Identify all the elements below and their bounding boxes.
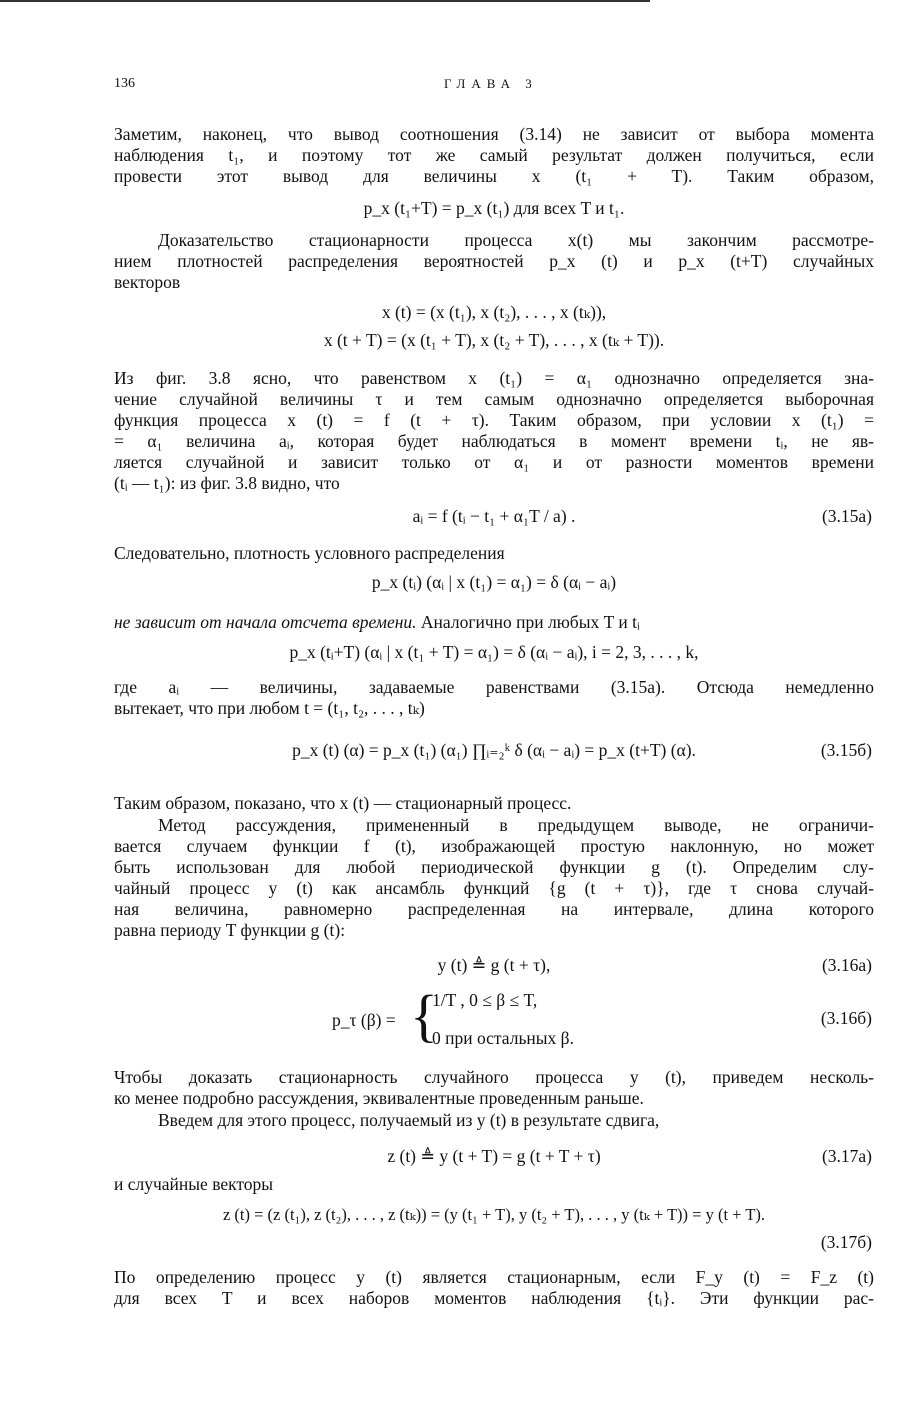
paragraph-8 [114, 815, 874, 941]
text-line: равна периоду T функции g (t): [114, 920, 346, 940]
paragraph-2 [114, 230, 874, 293]
top-rule [0, 0, 650, 2]
equation-number: (3.17б) [820, 1232, 872, 1252]
equation-body: aᵢ = f (tᵢ − t₁ + α₁T / a) . [412, 506, 576, 526]
chapter-title: ГЛАВА 3 [444, 76, 538, 91]
text-line: провести этот вывод для величины x (t₁ + T). Таким образом, [114, 166, 874, 186]
paragraph-7 [114, 793, 874, 814]
equation-number: (3.17а) [821, 1146, 872, 1166]
text-line [114, 612, 874, 633]
text-line: (tᵢ — t₁): из фиг. 3.8 видно, что [114, 473, 340, 493]
text-line: Таким образом, показано, что x (t) — стационарный процесс. [114, 793, 572, 813]
text-line: Из фиг. 3.8 ясно, что равенством x (t₁) = α₁ однозначно определяется зна- [114, 368, 874, 388]
text-line: наблюдения t₁, и поэтому тот же самый результат должен получиться, если [114, 145, 874, 165]
paragraph-11 [114, 1174, 874, 1195]
text-line: функция процесса x (t) = f (t + τ). Таким образом, при условии x (t₁) = [114, 410, 874, 430]
page-number: 136 [114, 76, 135, 91]
equation-body: p_x (t) (α) = p_x (t₁) (α₁) ∏ᵢ₌₂ᵏ δ (αᵢ − aᵢ) = p_x (t+T) (α). [292, 740, 696, 760]
text-line: нием плотностей распределения вероятностей p_x (t) и p_x (t+T) случайных [114, 251, 874, 271]
text-line: чение случайной величины τ и тем самым однозначно определяется выборочная [114, 389, 874, 409]
text-line: По определению процесс y (t) является стационарным, если F_y (t) = F_z (t) [114, 1267, 874, 1287]
running-header [114, 76, 870, 98]
equation-3-17b [114, 1203, 874, 1227]
text-line: ляется случайной и зависит только от α₁ и от разности моментов времени [114, 452, 874, 472]
equation-body: y (t) ≜ g (t + τ), [437, 955, 551, 975]
equation-3-17b-number-row [114, 1230, 874, 1254]
brace-icon: { [410, 983, 438, 1048]
text-line: где aᵢ — величины, задаваемые равенствами (3.15а). Отсюда немедленно [114, 677, 874, 697]
case-line: 1/T , 0 ≤ β ≤ T, [432, 990, 538, 1010]
paragraph-3 [114, 368, 874, 494]
paragraph-10 [114, 1110, 874, 1131]
equation-body: x (t + T) = (x (t₁ + T), x (t₂ + T), . . . , x (tₖ + T)). [323, 330, 665, 350]
equation-body: z (t) ≜ y (t + T) = g (t + T + τ) [387, 1146, 601, 1166]
text-line: для всех T и всех наборов моментов наблюдения {tᵢ}. Эти функции рас- [114, 1288, 874, 1308]
equation-conditional-2 [114, 640, 874, 664]
equation-body: p_x (tᵢ+T) (αᵢ | x (t₁ + T) = α₁) = δ (αᵢ − aᵢ), i = 2, 3, . . . , k, [289, 642, 699, 662]
text-line: вается случаем функции f (t), изображающей простую наклонную, но может [114, 836, 874, 856]
equation-body: x (t) = (x (t₁), x (t₂), . . . , x (tₖ)), [381, 302, 607, 322]
text-line: Доказательство стационарности процесса x(t) мы закончим рассмотре- [158, 230, 874, 250]
text-line: Метод рассуждения, примененный в предыдущем выводе, не ограничи- [158, 815, 874, 835]
text-line: ко менее подробно рассуждения, эквивалентные проведенным раньше. [114, 1088, 644, 1108]
equation-body: p_x (tᵢ) (αᵢ | x (t₁) = α₁) = δ (αᵢ − aᵢ) [371, 572, 617, 592]
paragraph-1 [114, 124, 874, 187]
paragraph-12 [114, 1267, 874, 1309]
text-line: Чтобы доказать стационарность случайного процесса y (t), приведем несколь- [114, 1067, 874, 1087]
paragraph-4 [114, 543, 874, 564]
case-line: 0 при остальных β. [432, 1028, 574, 1048]
paragraph-5 [114, 612, 874, 633]
text-run: Аналогично при любых T и tᵢ [416, 612, 640, 632]
text-line: Следовательно, плотность условного распределения [114, 543, 505, 563]
equation-number: (3.16б) [820, 1008, 872, 1028]
equation-body: p_x (t₁+T) = p_x (t₁) для всех T и t₁. [363, 198, 625, 218]
equation-3-16a [114, 953, 874, 977]
paragraph-6 [114, 677, 874, 719]
equation-stationarity [114, 196, 874, 220]
equation-vector-2 [114, 328, 874, 352]
text-line: векторов [114, 272, 181, 292]
equation-body: z (t) = (z (t₁), z (t₂), . . . , z (tₖ)) = (y (t₁ + T), y (t₂ + T), . . . , y (tₖ + T)) = y (t + T). [222, 1205, 766, 1224]
text-line: Заметим, наконец, что вывод соотношения (3.14) не зависит от выбора момента [114, 124, 874, 144]
equation-3-15a [114, 504, 874, 528]
equation-number: (3.16а) [821, 955, 872, 975]
equation-3-17a [114, 1144, 874, 1168]
text-line: вытекает, что при любом t = (t₁, t₂, . . . , tₖ) [114, 698, 425, 718]
equation-3-15b [114, 738, 874, 762]
equation-lhs: p_τ (β) = [332, 1010, 396, 1030]
equation-number: (3.15а) [821, 506, 872, 526]
text-line: = α₁ величина aᵢ, которая будет наблюдаться в момент времени tᵢ, не яв- [114, 431, 874, 451]
equation-conditional-1 [114, 570, 874, 594]
equation-vector-1 [114, 300, 874, 324]
text-line: и случайные векторы [114, 1174, 274, 1194]
paragraph-9 [114, 1067, 874, 1109]
equation-number: (3.15б) [820, 740, 872, 760]
text-line: быть использован для любой периодической функции g (t). Определим слу- [114, 857, 874, 877]
text-line: ная величина, равномерно распределенная на интервале, длина которого [114, 899, 874, 919]
text-line: Введем для этого процесс, получаемый из y (t) в результате сдвига, [158, 1110, 660, 1130]
text-line: чайный процесс y (t) как ансамбль функций {g (t + τ)}, где τ снова случай- [114, 878, 874, 898]
italic-phrase: не зависит от начала отсчета времени. [114, 612, 417, 632]
equation-3-16b [114, 984, 874, 1056]
